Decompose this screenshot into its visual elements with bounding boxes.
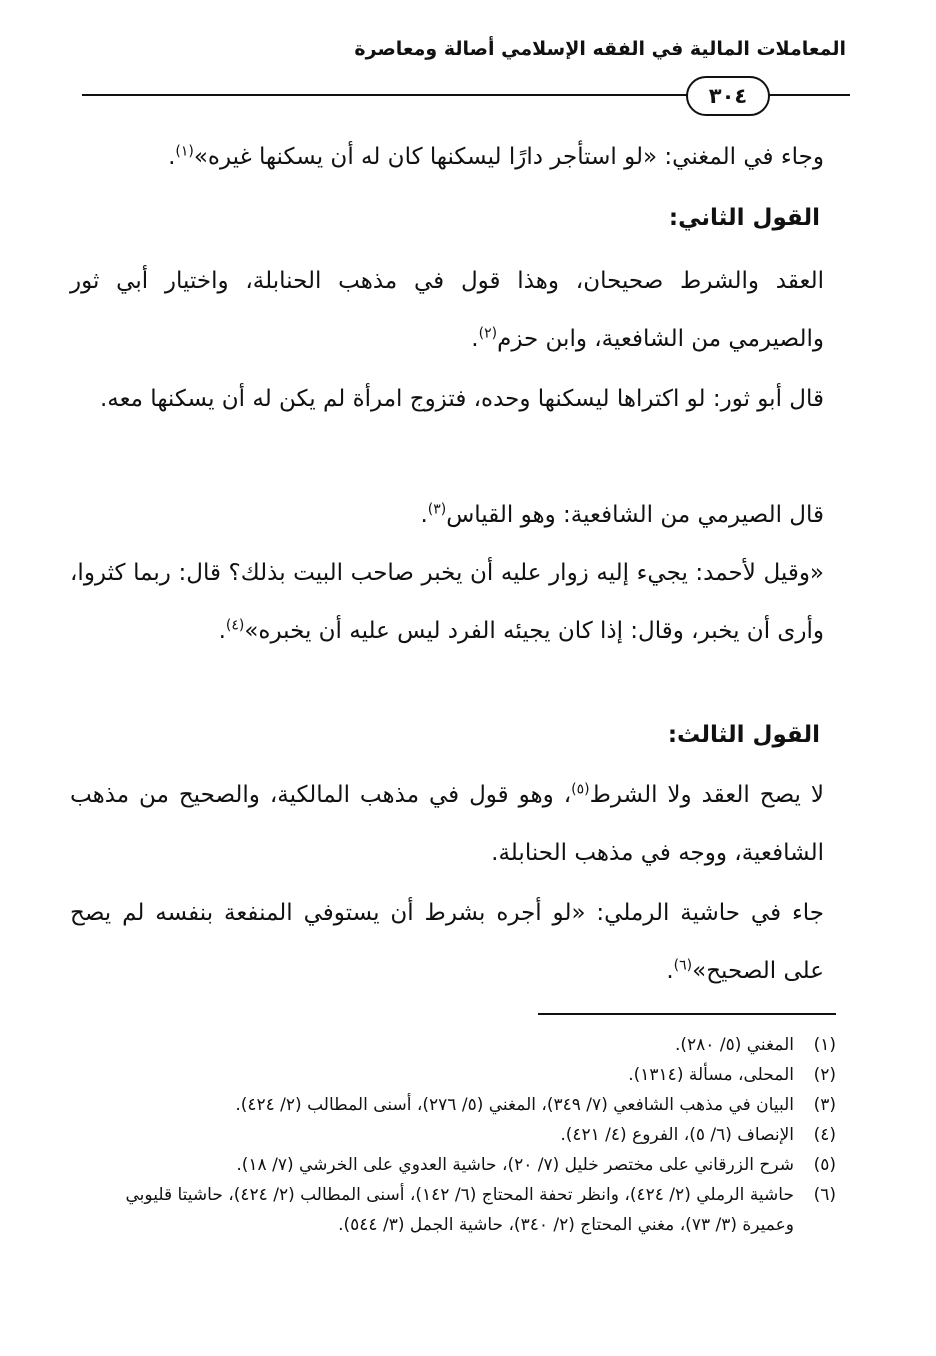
footnote-item [70,1060,836,1090]
footnote-number: (١) [813,1035,836,1055]
footnote-text: المغني (٥/ ٢٨٠). [674,1035,794,1055]
footnote-number: (٥) [813,1155,836,1175]
paragraph-1-end: . [168,144,176,170]
page-number [686,76,770,116]
paragraph-5-end: . [218,618,226,644]
footnote-number: (٦) [813,1185,836,1205]
running-title: المعاملات المالية في الفقه الإسلامي أصالة ومعاصرة [354,38,846,60]
paragraph-5 [70,544,824,660]
footnote-ref-2: (٢) [478,325,498,342]
heading-second-opinion: القول الثاني: [668,205,820,231]
paragraph-2-end: . [471,326,479,352]
paragraph-4-end: . [420,502,428,528]
footnote-ref-4: (٤) [225,617,245,634]
footnote-ref-5: (٥) [571,781,590,798]
paragraph-7-text: جاء في حاشية الرملي: «لو أجره بشرط أن يستوفي المنفعة بنفسه لم يصح على الصحيح» [70,900,824,984]
heading-third-opinion: القول الثالث: [667,722,820,748]
paragraph-2-text: العقد والشرط صحيحان، وهذا قول في مذهب الحنابلة، واختيار أبي ثور والصيرمي من الشافعية، وابن حزم [70,268,824,352]
footnote-ref-6: (٦) [673,957,693,974]
footnote-ref-1: (١) [175,143,194,160]
footnotes-list [70,1030,836,1240]
footnote-text: الإنصاف (٦/ ٥)، الفروع (٤/ ٤٢١). [560,1125,794,1145]
paragraph-1 [70,128,824,186]
paragraph-4-text: قال الصيرمي من الشافعية: وهو القياس [446,502,824,528]
footnote-ref-3: (٣) [427,501,447,518]
paragraph-3-text: قال أبو ثور: لو اكتراها ليسكنها وحده، فتزوج امرأة لم يكن له أن يسكنها معه. [99,386,824,412]
paragraph-6-text-a: لا يصح العقد ولا الشرط [589,782,825,808]
footnote-item [70,1120,836,1150]
paragraph-6 [70,766,824,882]
footnote-text: المحلى، مسألة (١٣١٤). [628,1065,794,1085]
paragraph-2 [70,252,824,368]
footnote-text: البيان في مذهب الشافعي (٧/ ٣٤٩)، المغني (٥/ ٢٧٦)، أسنى المطالب (٢/ ٤٢٤). [235,1095,794,1115]
footnote-item [70,1180,836,1240]
paragraph-7 [70,884,824,1000]
footnote-text: شرح الزرقاني على مختصر خليل (٧/ ٢٠)، حاشية العدوي على الخرشي (٧/ ١٨). [236,1155,794,1175]
paragraph-4 [70,486,824,544]
paragraph-6-text-b: ، وهو قول في مذهب المالكية، والصحيح من مذهب الشافعية، ووجه في مذهب الحنابلة. [70,782,824,866]
page-number-text: ٣٠٤ [708,84,748,108]
footnote-item [70,1150,836,1180]
footnote-number: (٤) [813,1125,836,1145]
footnote-separator [538,1013,836,1015]
paragraph-1-text: وجاء في المغني: «لو استأجر دارًا ليسكنها كان له أن يسكنها غيره» [193,144,824,170]
footnote-number: (٢) [813,1065,836,1085]
paragraph-5-text: «وقيل لأحمد: يجيء إليه زوار عليه أن يخبر صاحب البيت بذلك؟ قال: ربما كثروا، وأرى أن يخبر، وقال: إذا كان يجيئه الفرد ليس عليه أن يخبره» [70,560,824,644]
footnote-text: حاشية الرملي (٢/ ٤٢٤)، وانظر تحفة المحتاج (٦/ ١٤٢)، أسنى المطالب (٢/ ٤٢٤)، حاشيتا قليوبي وعميرة (٣/ ٧٣)، مغني المحتاج (٢/ ٣٤٠)، حاشية الجمل (٣/ ٥٤٤). [125,1185,794,1235]
paragraph-7-end: . [666,958,674,984]
footnote-item [70,1030,836,1060]
footnote-item [70,1090,836,1120]
paragraph-3 [70,370,824,428]
footnote-number: (٣) [813,1095,836,1115]
